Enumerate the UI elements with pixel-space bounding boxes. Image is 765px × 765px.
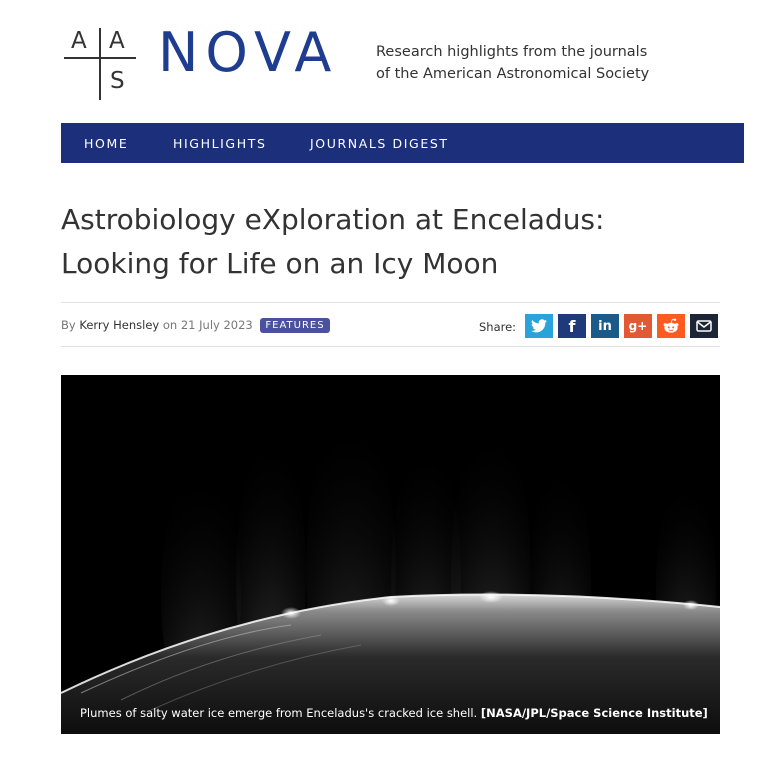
article-title-line-1: Astrobiology eXploration at Enceladus: (61, 203, 605, 236)
share-reddit-button[interactable] (657, 314, 685, 338)
google-plus-icon: g+ (628, 319, 648, 333)
share-google-plus-button[interactable] (624, 314, 652, 338)
caption-text: Plumes of salty water ice emerge from Enceladus's cracked ice shell. (80, 706, 478, 720)
share-twitter-button[interactable] (525, 314, 553, 338)
logo-letter-s: S (110, 68, 125, 94)
nav-highlights[interactable]: HIGHLIGHTS (173, 136, 267, 151)
byline-prefix: By (61, 318, 76, 332)
article-title (61, 198, 731, 286)
site-name[interactable]: NOVA (158, 21, 339, 84)
facebook-icon: f (568, 316, 576, 336)
author-link[interactable]: Kerry Hensley (79, 318, 160, 332)
enceladus-plumes-image (61, 375, 720, 734)
site-tagline (376, 41, 649, 85)
email-icon (696, 320, 712, 332)
share-facebook-button[interactable] (558, 314, 586, 338)
share-linkedin-button[interactable] (591, 314, 619, 338)
category-badge[interactable]: FEATURES (260, 318, 329, 333)
article-title-line-2: Looking for Life on an Icy Moon (61, 247, 499, 280)
logo-letter-a2: A (109, 28, 125, 54)
aas-logo[interactable] (62, 26, 138, 102)
divider-bottom (61, 346, 720, 347)
nav-journals-digest[interactable]: JOURNALS DIGEST (310, 136, 449, 151)
date-prefix: on (162, 318, 178, 332)
linkedin-icon: in (598, 318, 612, 334)
hero-caption (80, 706, 708, 720)
share-label: Share: (479, 320, 517, 334)
reddit-icon (662, 318, 680, 334)
byline (61, 318, 330, 333)
tagline-line-2: of the American Astronomical Society (376, 66, 650, 82)
twitter-icon (531, 319, 547, 333)
tagline-line-1: Research highlights from the journals (376, 44, 648, 60)
hero-image (61, 375, 720, 734)
caption-credit: [NASA/JPL/Space Science Institute] (480, 706, 708, 720)
divider-top (61, 302, 720, 303)
share-email-button[interactable] (690, 314, 718, 338)
nav-home[interactable]: HOME (84, 136, 129, 151)
logo-letter-a1: A (71, 28, 87, 54)
main-nav (61, 123, 744, 163)
publish-date: 21 July 2023 (180, 318, 253, 332)
